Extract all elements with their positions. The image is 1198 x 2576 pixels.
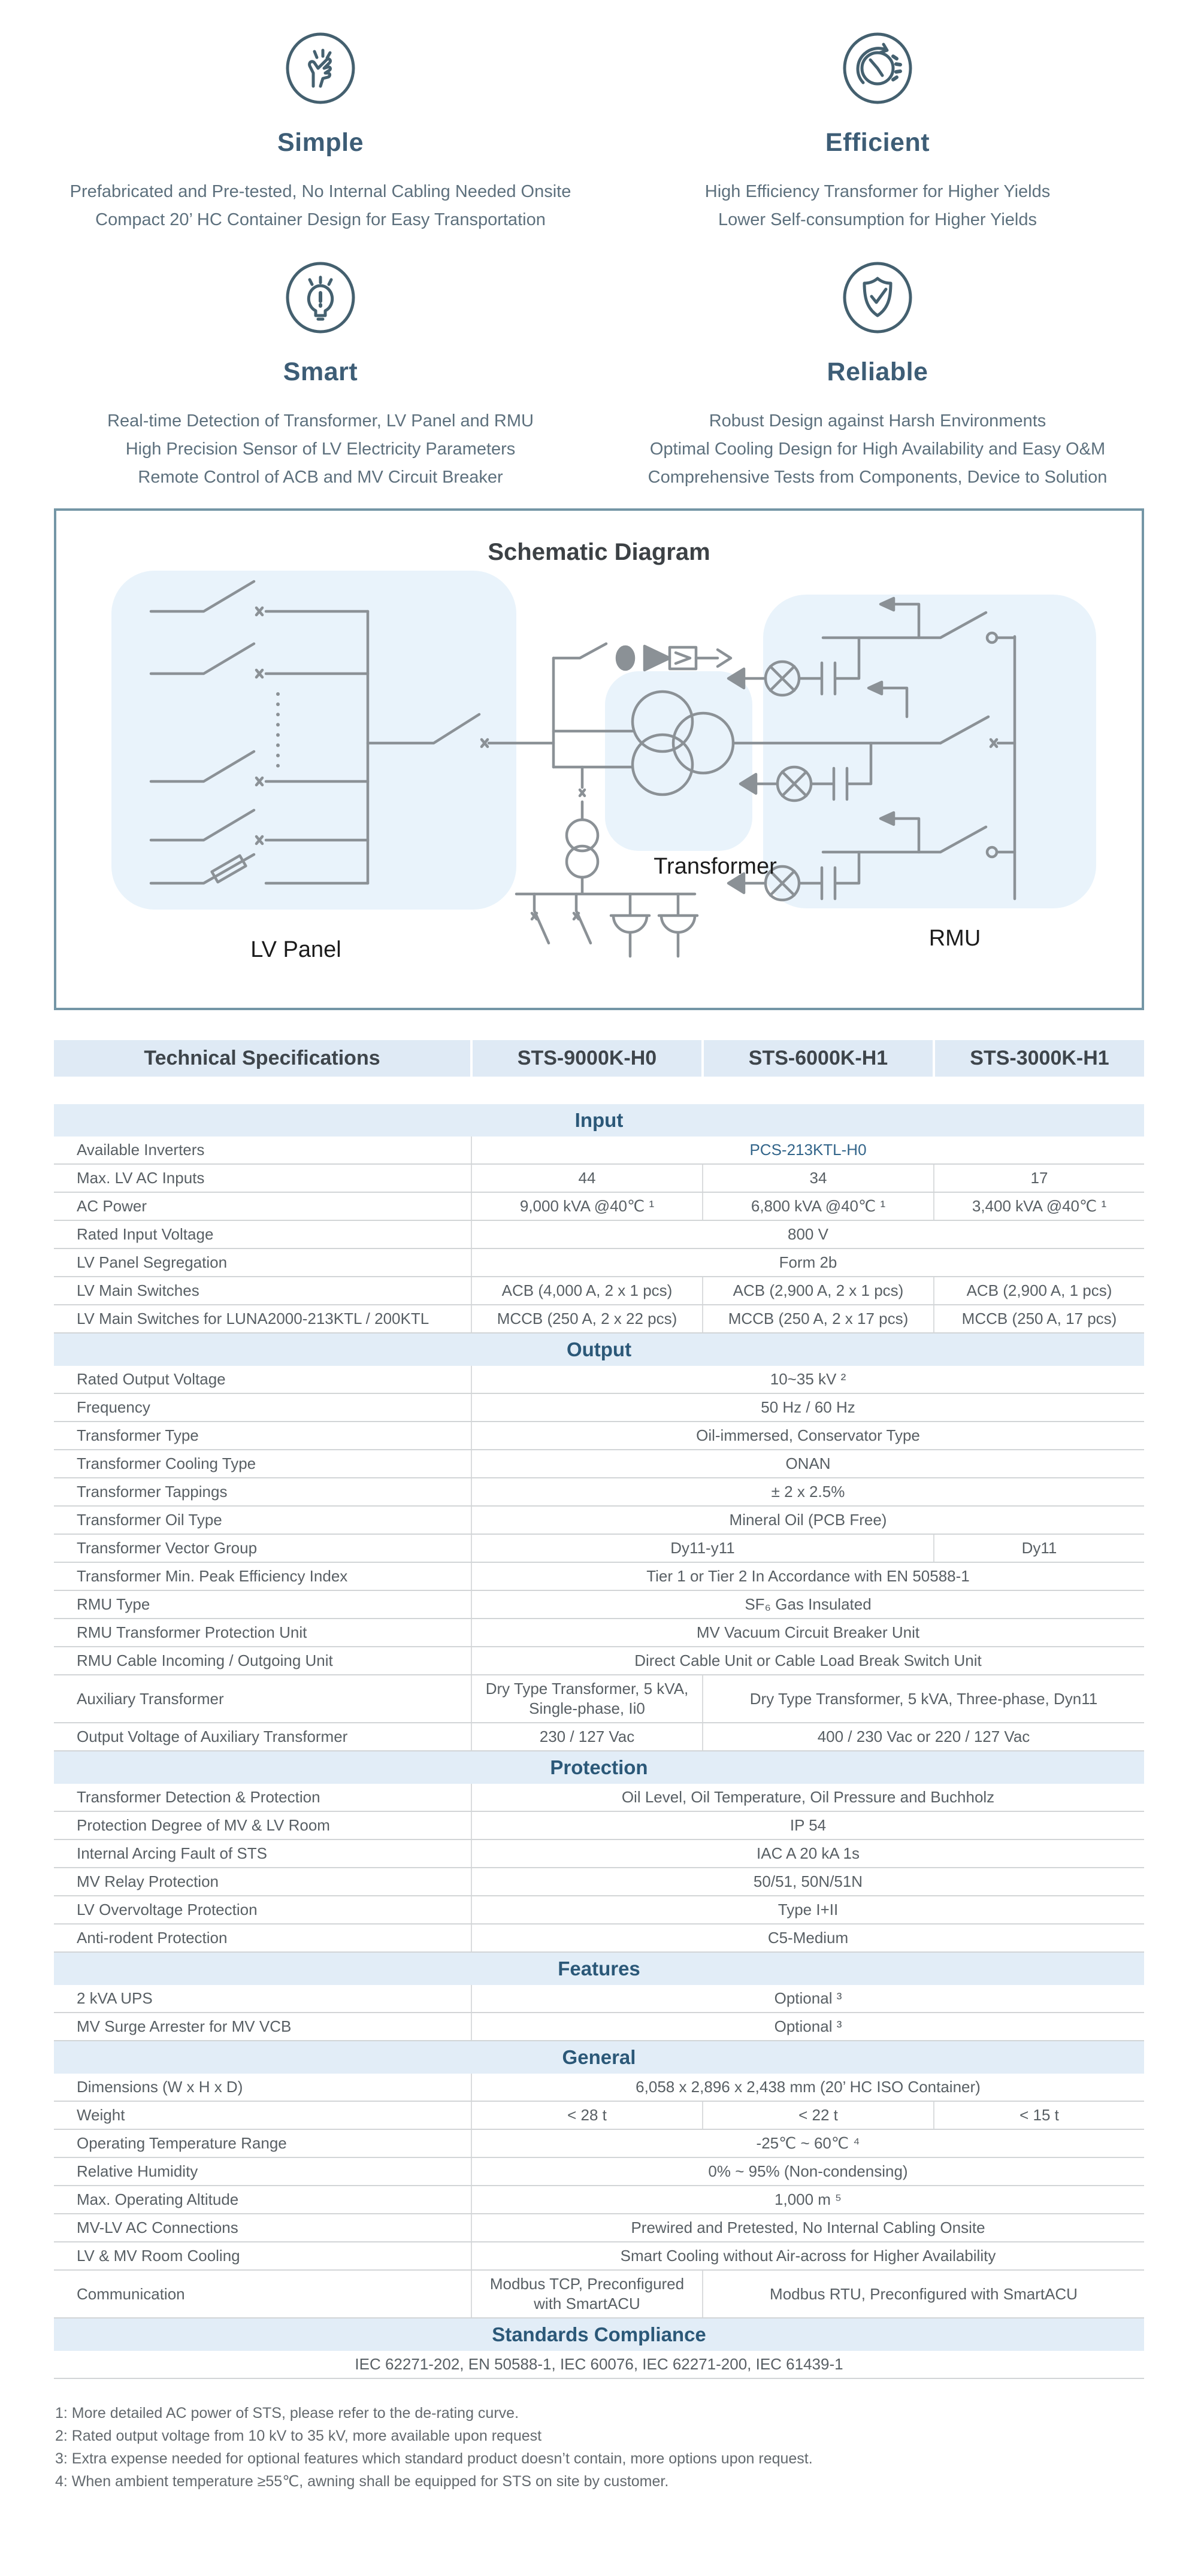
section-title: Standards Compliance	[54, 2318, 1144, 2351]
feature-title: Efficient	[825, 128, 930, 157]
row-value: MCCB (250 A, 2 x 17 pcs)	[703, 1305, 934, 1333]
row-label: Dimensions (W x H x D)	[54, 2074, 471, 2101]
feature-line: High Precision Sensor of LV Electricity Parameters	[125, 440, 516, 459]
row-value: ± 2 x 2.5%	[471, 1478, 1144, 1506]
section-title: Output	[54, 1333, 1144, 1366]
row-label: 2 kVA UPS	[54, 1985, 471, 2013]
row-value: Oil Level, Oil Temperature, Oil Pressure and Buchholz	[471, 1784, 1144, 1811]
spec-row-rated-output-voltage	[54, 1366, 1144, 1393]
row-value: Type I+II	[471, 1896, 1144, 1924]
row-label: Transformer Oil Type	[54, 1506, 471, 1534]
feature-smart	[42, 260, 599, 492]
spec-row-transformer-tappings	[54, 1478, 1144, 1506]
footnotes	[55, 2402, 1198, 2493]
row-value: 6,800 kVA @40℃ ¹	[703, 1192, 934, 1220]
row-value: 0% ~ 95% (Non-condensing)	[471, 2157, 1144, 2186]
row-value: Dy11	[934, 1534, 1144, 1562]
row-value: Dy11-y11	[471, 1534, 934, 1562]
spec-header-title: Technical Specifications	[54, 1040, 471, 1077]
section-title: Protection	[54, 1751, 1144, 1784]
spec-table	[54, 1040, 1144, 2379]
spec-row-rated-input-voltage	[54, 1220, 1144, 1248]
feature-efficient	[599, 31, 1156, 234]
spec-row-ac-power	[54, 1192, 1144, 1220]
spec-row-transformer-cooling-type	[54, 1450, 1144, 1478]
section-header-protection	[54, 1751, 1144, 1784]
row-value: Dry Type Transformer, 5 kVA, Single-phase, Ii0	[471, 1675, 703, 1723]
row-label: Protection Degree of MV & LV Room	[54, 1811, 471, 1839]
footnote-2: 2: Rated output voltage from 10 kV to 35 kV, more available upon request	[55, 2427, 542, 2444]
feature-title: Simple	[277, 128, 364, 157]
spec-row-max-operating-altitude	[54, 2186, 1144, 2214]
row-label: Max. Operating Altitude	[54, 2186, 471, 2214]
row-value: IP 54	[471, 1811, 1144, 1839]
spec-row-standards-compliance	[54, 2351, 1144, 2378]
spec-row-mv-relay-protection	[54, 1868, 1144, 1896]
feature-title: Smart	[283, 357, 358, 386]
spec-row-internal-arcing-fault-of-sts	[54, 1839, 1144, 1868]
spec-row-rmu-type	[54, 1590, 1144, 1619]
row-label: Available Inverters	[54, 1137, 471, 1164]
spec-row-protection-degree-of-mv-lv-room	[54, 1811, 1144, 1839]
row-value: 6,058 x 2,896 x 2,438 mm (20’ HC ISO Container)	[471, 2074, 1144, 2101]
row-value: < 22 t	[703, 2101, 934, 2129]
row-label: Relative Humidity	[54, 2157, 471, 2186]
spec-row-2-kva-ups	[54, 1985, 1144, 2013]
row-label: RMU Transformer Protection Unit	[54, 1619, 471, 1647]
row-label: Transformer Cooling Type	[54, 1450, 471, 1478]
row-label: RMU Type	[54, 1590, 471, 1619]
section-header-standards-compliance	[54, 2318, 1144, 2351]
shield-check-icon	[599, 260, 1156, 335]
schematic-diagram-panel	[54, 508, 1144, 1010]
spec-row-lv-main-switches-for-luna2000-213ktl-200	[54, 1305, 1144, 1333]
spec-row-transformer-detection-protection	[54, 1784, 1144, 1811]
row-label: Rated Input Voltage	[54, 1220, 471, 1248]
row-value: C5-Medium	[471, 1924, 1144, 1952]
row-value: MV Vacuum Circuit Breaker Unit	[471, 1619, 1144, 1647]
feature-simple	[42, 31, 599, 234]
row-value: 3,400 kVA @40℃ ¹	[934, 1192, 1144, 1220]
row-label: LV Overvoltage Protection	[54, 1896, 471, 1924]
spec-row-rmu-transformer-protection-unit	[54, 1619, 1144, 1647]
row-label: Transformer Vector Group	[54, 1534, 471, 1562]
row-value: ACB (2,900 A, 1 pcs)	[934, 1277, 1144, 1305]
single-line-diagram	[56, 511, 1142, 1008]
feature-line: Real-time Detection of Transformer, LV Panel and RMU	[107, 411, 534, 431]
row-label: Transformer Min. Peak Efficiency Index	[54, 1562, 471, 1590]
lv-panel-label: LV Panel	[250, 937, 341, 962]
spec-row-transformer-oil-type	[54, 1506, 1144, 1534]
spec-row-mv-lv-ac-connections	[54, 2214, 1144, 2242]
spec-row-output-voltage-of-auxiliary-transformer	[54, 1723, 1144, 1751]
row-value: Prewired and Pretested, No Internal Cabling Onsite	[471, 2214, 1144, 2242]
row-value: 34	[703, 1164, 934, 1192]
section-title: Features	[54, 1952, 1144, 1985]
footnote-4: 4: When ambient temperature ≥55℃, awning shall be equipped for STS on site by customer.	[55, 2473, 669, 2490]
section-header-general	[54, 2041, 1144, 2074]
row-label: AC Power	[54, 1192, 471, 1220]
lv-panel-zone	[111, 571, 516, 910]
row-value: 10~35 kV ²	[471, 1366, 1144, 1393]
row-value: 400 / 230 Vac or 220 / 127 Vac	[703, 1723, 1144, 1751]
rmu-zone	[763, 595, 1096, 908]
spec-row-dimensions-w-x-h-x-d	[54, 2074, 1144, 2101]
schematic-title: Schematic Diagram	[488, 539, 710, 565]
feature-line: Comprehensive Tests from Components, Device to Solution	[648, 468, 1108, 487]
section-header-output	[54, 1333, 1144, 1366]
spec-row-mv-surge-arrester-for-mv-vcb	[54, 2013, 1144, 2041]
row-value: Oil-immersed, Conservator Type	[471, 1422, 1144, 1450]
row-value: < 15 t	[934, 2101, 1144, 2129]
spec-row-auxiliary-transformer	[54, 1675, 1144, 1723]
row-value: MCCB (250 A, 17 pcs)	[934, 1305, 1144, 1333]
model-column-sts-6000k-h1: STS-6000K-H1	[703, 1040, 934, 1077]
spec-row-available-inverters	[54, 1137, 1144, 1164]
feature-line: Compact 20’ HC Container Design for Easy Transportation	[95, 210, 546, 229]
spec-row-lv-mv-room-cooling	[54, 2242, 1144, 2270]
footnote-1: 1: More detailed AC power of STS, please refer to the de-rating curve.	[55, 2405, 519, 2422]
rmu-label: RMU	[928, 926, 981, 951]
smart-bulb-icon	[42, 260, 599, 335]
row-label: Output Voltage of Auxiliary Transformer	[54, 1723, 471, 1751]
spec-row-lv-overvoltage-protection	[54, 1896, 1144, 1924]
row-value: IAC A 20 kA 1s	[471, 1839, 1144, 1868]
section-header-features	[54, 1952, 1144, 1985]
row-value: 17	[934, 1164, 1144, 1192]
feature-line: Prefabricated and Pre-tested, No Internal Cabling Needed Onsite	[69, 182, 571, 201]
model-column-sts-9000k-h0: STS-9000K-H0	[471, 1040, 703, 1077]
spec-row-communication	[54, 2270, 1144, 2318]
footnote-3: 3: Extra expense needed for optional features which standard product doesn’t contain, more options upon request.	[55, 2450, 813, 2467]
transformer-label: Transformer	[654, 854, 777, 879]
row-value: ACB (2,900 A, 2 x 1 pcs)	[703, 1277, 934, 1305]
spec-row-transformer-type	[54, 1422, 1144, 1450]
row-value: -25℃ ~ 60℃ ⁴	[471, 2129, 1144, 2157]
spec-row-relative-humidity	[54, 2157, 1144, 2186]
row-value: PCS-213KTL-H0	[471, 1137, 1144, 1164]
feature-line: Lower Self-consumption for Higher Yields	[718, 210, 1037, 229]
row-value: Modbus TCP, Preconfigured with SmartACU	[471, 2270, 703, 2318]
feature-line: High Efficiency Transformer for Higher Yields	[704, 182, 1051, 201]
row-value: IEC 62271-202, EN 50588-1, IEC 60076, IEC 62271-200, IEC 61439-1	[54, 2351, 1144, 2378]
row-value: Smart Cooling without Air-across for Higher Availability	[471, 2242, 1144, 2270]
model-column-sts-3000k-h1: STS-3000K-H1	[934, 1040, 1144, 1077]
row-label: Internal Arcing Fault of STS	[54, 1839, 471, 1868]
spec-row-lv-panel-segregation	[54, 1248, 1144, 1277]
row-value: MCCB (250 A, 2 x 22 pcs)	[471, 1305, 703, 1333]
header-gap	[54, 1077, 1144, 1104]
row-value: Tier 1 or Tier 2 In Accordance with EN 50588-1	[471, 1562, 1144, 1590]
row-value: Mineral Oil (PCB Free)	[471, 1506, 1144, 1534]
row-value: Optional ³	[471, 2013, 1144, 2041]
feature-line: Robust Design against Harsh Environments	[709, 411, 1046, 431]
row-value: Modbus RTU, Preconfigured with SmartACU	[703, 2270, 1144, 2318]
spec-row-transformer-min-peak-efficiency-index	[54, 1562, 1144, 1590]
feature-line: Optimal Cooling Design for High Availability and Easy O&M	[649, 440, 1106, 459]
row-value: SF₆ Gas Insulated	[471, 1590, 1144, 1619]
section-title: General	[54, 2041, 1144, 2074]
spec-row-weight	[54, 2101, 1144, 2129]
row-label: Transformer Tappings	[54, 1478, 471, 1506]
row-value: 9,000 kVA @40℃ ¹	[471, 1192, 703, 1220]
row-value: 44	[471, 1164, 703, 1192]
row-label: MV Relay Protection	[54, 1868, 471, 1896]
row-value: Dry Type Transformer, 5 kVA, Three-phase, Dyn11	[703, 1675, 1144, 1723]
row-label: MV Surge Arrester for MV VCB	[54, 2013, 471, 2041]
spec-row-operating-temperature-range	[54, 2129, 1144, 2157]
row-value: 50/51, 50N/51N	[471, 1868, 1144, 1896]
row-value: < 28 t	[471, 2101, 703, 2129]
row-label: LV Panel Segregation	[54, 1248, 471, 1277]
spec-row-rmu-cable-incoming-outgoing-unit	[54, 1647, 1144, 1675]
spec-table-header-row	[54, 1040, 1144, 1077]
row-label: Transformer Detection & Protection	[54, 1784, 471, 1811]
row-label: Anti-rodent Protection	[54, 1924, 471, 1952]
row-value: 50 Hz / 60 Hz	[471, 1393, 1144, 1422]
row-value: Direct Cable Unit or Cable Load Break Switch Unit	[471, 1647, 1144, 1675]
row-label: MV-LV AC Connections	[54, 2214, 471, 2242]
row-label: LV Main Switches for LUNA2000-213KTL / 200KTL	[54, 1305, 471, 1333]
feature-title: Reliable	[827, 357, 928, 386]
spec-row-anti-rodent-protection	[54, 1924, 1144, 1952]
efficiency-clock-icon	[599, 31, 1156, 105]
row-label: Communication	[54, 2270, 471, 2318]
row-value: 1,000 m ⁵	[471, 2186, 1144, 2214]
spec-row-lv-main-switches	[54, 1277, 1144, 1305]
feature-reliable	[599, 260, 1156, 492]
row-label: RMU Cable Incoming / Outgoing Unit	[54, 1647, 471, 1675]
row-label: Weight	[54, 2101, 471, 2129]
row-label: Max. LV AC Inputs	[54, 1164, 471, 1192]
row-label: LV Main Switches	[54, 1277, 471, 1305]
row-label: Frequency	[54, 1393, 471, 1422]
section-header-input	[54, 1104, 1144, 1137]
finger-snap-icon	[42, 31, 599, 105]
row-label: Auxiliary Transformer	[54, 1675, 471, 1723]
row-label: Rated Output Voltage	[54, 1366, 471, 1393]
spec-row-transformer-vector-group	[54, 1534, 1144, 1562]
spec-row-frequency	[54, 1393, 1144, 1422]
row-value: Form 2b	[471, 1248, 1144, 1277]
feature-grid	[42, 31, 1156, 492]
row-value: ONAN	[471, 1450, 1144, 1478]
row-label: Operating Temperature Range	[54, 2129, 471, 2157]
spec-row-max-lv-ac-inputs	[54, 1164, 1144, 1192]
row-value: ACB (4,000 A, 2 x 1 pcs)	[471, 1277, 703, 1305]
row-label: LV & MV Room Cooling	[54, 2242, 471, 2270]
section-title: Input	[54, 1104, 1144, 1137]
feature-line: Remote Control of ACB and MV Circuit Breaker	[138, 468, 503, 487]
row-value: 800 V	[471, 1220, 1144, 1248]
row-value: 230 / 127 Vac	[471, 1723, 703, 1751]
row-label: Transformer Type	[54, 1422, 471, 1450]
row-value: Optional ³	[471, 1985, 1144, 2013]
